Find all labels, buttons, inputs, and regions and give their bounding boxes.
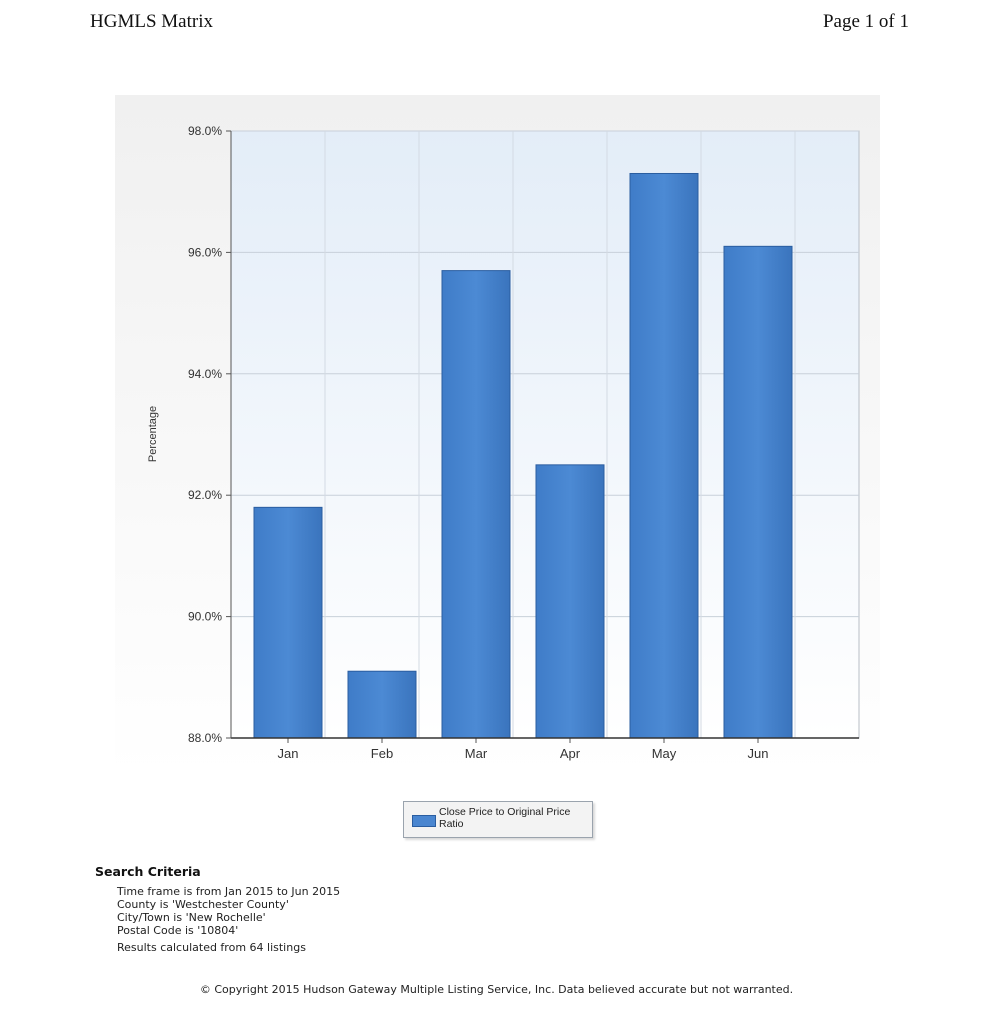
y-axis-label: Percentage bbox=[147, 405, 159, 463]
criteria-item: County is 'Westchester County' bbox=[117, 898, 289, 911]
bar-jan bbox=[254, 507, 322, 738]
bar-chart bbox=[115, 95, 880, 775]
chart-legend bbox=[403, 801, 593, 838]
y-tick-label: 98.0% bbox=[187, 124, 222, 138]
copyright-notice: © Copyright 2015 Hudson Gateway Multiple Listing Service, Inc. Data believed accurate but not warranted. bbox=[199, 983, 794, 996]
page-header-title: HGMLS Matrix bbox=[90, 11, 213, 32]
criteria-item: Postal Code is '10804' bbox=[117, 924, 239, 937]
x-tick-label: Mar bbox=[464, 746, 488, 761]
criteria-item: Time frame is from Jan 2015 to Jun 2015 bbox=[117, 885, 341, 898]
page-number: Page 1 of 1 bbox=[822, 11, 909, 32]
bar-may bbox=[630, 173, 698, 738]
y-tick-label: 96.0% bbox=[187, 245, 222, 260]
bar-jun bbox=[724, 246, 792, 738]
y-tick-label: 88.0% bbox=[187, 731, 222, 745]
results-summary: Results calculated from 64 listings bbox=[117, 941, 306, 954]
criteria-item: City/Town is 'New Rochelle' bbox=[117, 911, 266, 924]
bar-mar bbox=[442, 271, 510, 738]
y-tick-label: 94.0% bbox=[187, 366, 222, 381]
bar-apr bbox=[536, 465, 604, 738]
x-tick-label: Feb bbox=[370, 746, 394, 761]
chart-panel bbox=[115, 95, 880, 775]
bar-feb bbox=[348, 671, 416, 738]
y-tick-label: 90.0% bbox=[187, 609, 222, 624]
x-tick-label: May bbox=[651, 746, 677, 761]
x-tick-label: Jun bbox=[747, 746, 769, 761]
search-criteria bbox=[95, 864, 340, 954]
search-criteria-heading: Search Criteria bbox=[95, 864, 201, 879]
y-tick-label: 92.0% bbox=[187, 488, 222, 503]
criteria-list bbox=[95, 885, 340, 937]
x-tick-label: Jan bbox=[277, 746, 299, 761]
legend-label: Close Price to Original Price Ratio bbox=[439, 806, 571, 830]
x-tick-label: Apr bbox=[559, 746, 581, 761]
legend-swatch bbox=[412, 815, 436, 827]
